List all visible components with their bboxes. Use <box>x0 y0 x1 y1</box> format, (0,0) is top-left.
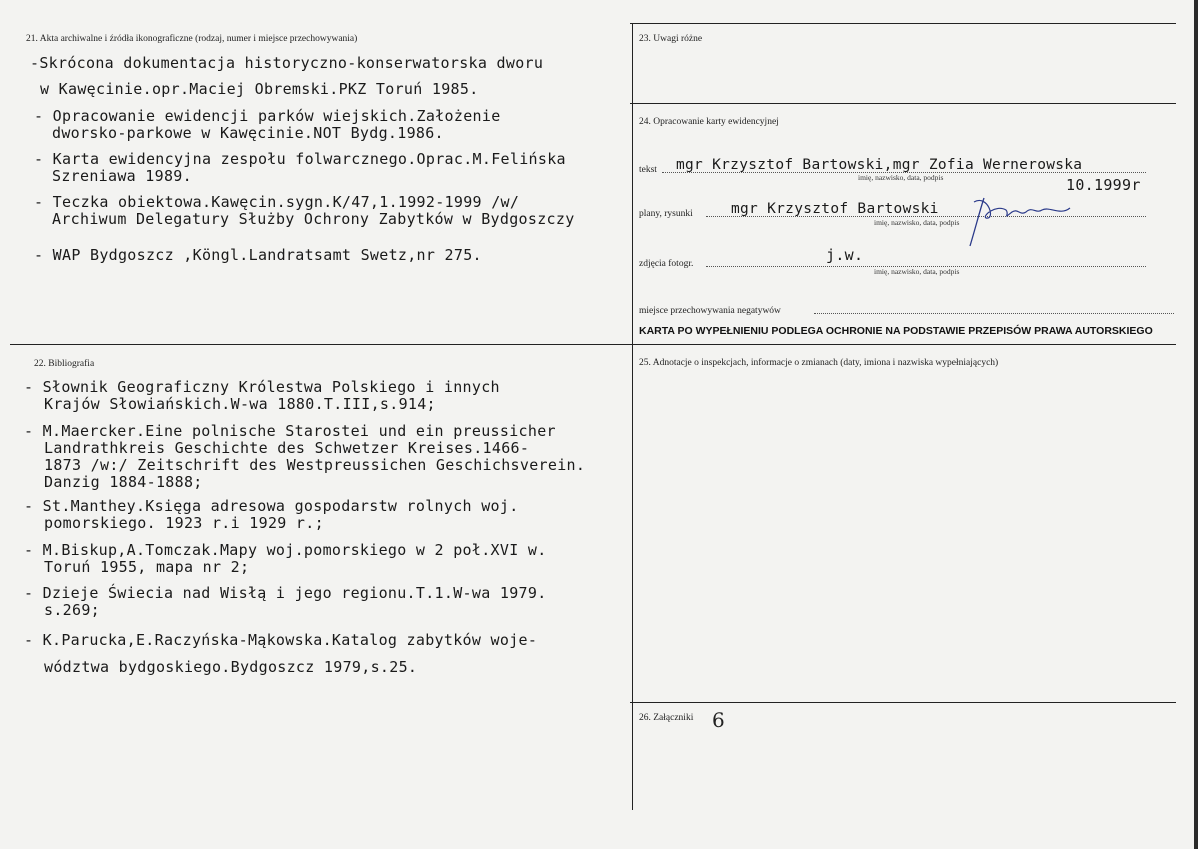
sec26-value: 6 <box>712 708 725 732</box>
sec22-line-1: - Słownik Geograficzny Królestwa Polskiego i innych <box>24 378 500 396</box>
sec22-line-6: Danzig 1884-1888; <box>44 473 203 491</box>
sec22-line-8: pomorskiego. 1923 r.i 1929 r.; <box>44 514 324 532</box>
sec21-line-4: dworsko-parkowe w Kawęcinie.NOT Bydg.1986. <box>52 124 444 142</box>
plany-label: plany, rysunki <box>639 209 693 219</box>
sec25-label: 25. Adnotacje o inspekcjach, informacje o zmianach (daty, imiona i nazwiska wypełniających) <box>639 358 999 368</box>
sec22-line-12: s.269; <box>44 601 100 619</box>
sec23-bottom-border <box>630 103 1176 104</box>
sec22-line-7: - St.Manthey.Księga adresowa gospodarstw rolnych woj. <box>24 497 519 515</box>
column-divider <box>632 23 633 810</box>
plany-sub: imię, nazwisko, data, podpis <box>874 218 960 227</box>
sec22-label: 22. Bibliografia <box>34 359 95 369</box>
section-divider-left <box>10 344 634 345</box>
sec26-label: 26. Załączniki <box>639 713 694 723</box>
tekst-value: mgr Krzysztof Bartowski,mgr Zofia Wernerowska <box>676 157 1083 173</box>
copyright-notice: KARTA PO WYPEŁNIENIU PODLEGA OCHRONIE NA PODSTAWIE PRZEPISÓW PRAWA AUTORSKIEGO <box>639 325 1153 337</box>
tekst-label: tekst <box>639 165 657 175</box>
sec23-label: 23. Uwagi różne <box>639 34 703 44</box>
plany-value: mgr Krzysztof Bartowski <box>731 201 939 217</box>
sec22-line-3: - M.Maercker.Eine polnische Starostei und ein preussicher <box>24 422 556 440</box>
sec21-line-9: - WAP Bydgoszcz ,Köngl.Landratsamt Swetz,nr 275. <box>34 246 482 264</box>
sec22-line-14: wództwa bydgoskiego.Bydgoszcz 1979,s.25. <box>44 658 418 676</box>
sec24-label: 24. Opracowanie karty ewidencyjnej <box>639 117 779 127</box>
scan-edge <box>1194 0 1198 849</box>
sec21-line-6: Szreniawa 1989. <box>52 167 192 185</box>
sec25-bottom-border <box>630 702 1176 703</box>
zdjecia-value: j.w. <box>826 246 864 264</box>
sec22-line-10: Toruń 1955, mapa nr 2; <box>44 558 250 576</box>
zdjecia-label: zdjęcia fotogr. <box>639 259 694 269</box>
zdjecia-sub: imię, nazwisko, data, podpis <box>874 267 960 276</box>
sec22-line-2: Krajów Słowiańskich.W-wa 1880.T.III,s.914; <box>44 395 436 413</box>
miejsce-dotted-line <box>814 313 1174 314</box>
sec21-label: 21. Akta archiwalne i źródła ikonograficzne (rodzaj, numer i miejsce przechowywania) <box>26 34 358 44</box>
section-divider-right <box>630 344 1176 345</box>
signature-mark <box>966 190 1076 250</box>
sec22-line-9: - M.Biskup,A.Tomczak.Mapy woj.pomorskiego w 2 poł.XVI w. <box>24 541 547 559</box>
sec22-line-4: Landrathkreis Geschichte des Schwetzer Kreises.1466- <box>44 439 530 457</box>
miejsce-label: miejsce przechowywania negatywów <box>639 306 781 316</box>
sec21-line-7: - Teczka obiektowa.Kawęcin.sygn.K/47,1.1992-1999 /w/ <box>34 193 520 211</box>
sec21-line-5: - Karta ewidencyjna zespołu folwarcznego.Oprac.M.Felińska <box>34 150 566 168</box>
sec21-line-8: Archiwum Delegatury Służby Ochrony Zabytków w Bydgoszczy <box>52 210 575 228</box>
top-border-right <box>630 23 1176 24</box>
tekst-sub: imię, nazwisko, data, podpis <box>858 173 944 182</box>
sec21-line-1: -Skrócona dokumentacja historyczno-konserwatorska dworu <box>30 54 544 72</box>
sec21-line-2: w Kawęcinie.opr.Maciej Obremski.PKZ Toruń 1985. <box>40 80 479 98</box>
sec21-line-3: - Opracowanie ewidencji parków wiejskich.Założenie <box>34 107 501 125</box>
sec22-line-13: - K.Parucka,E.Raczyńska-Mąkowska.Katalog zabytków woje- <box>24 631 538 649</box>
tekst-date: 10.1999r <box>1066 176 1141 194</box>
sec22-line-5: 1873 /w:/ Zeitschrift des Westpreussichen Geschichsverein. <box>44 456 586 474</box>
sec22-line-11: - Dzieje Świecia nad Wisłą i jego regionu.T.1.W-wa 1979. <box>24 584 547 602</box>
